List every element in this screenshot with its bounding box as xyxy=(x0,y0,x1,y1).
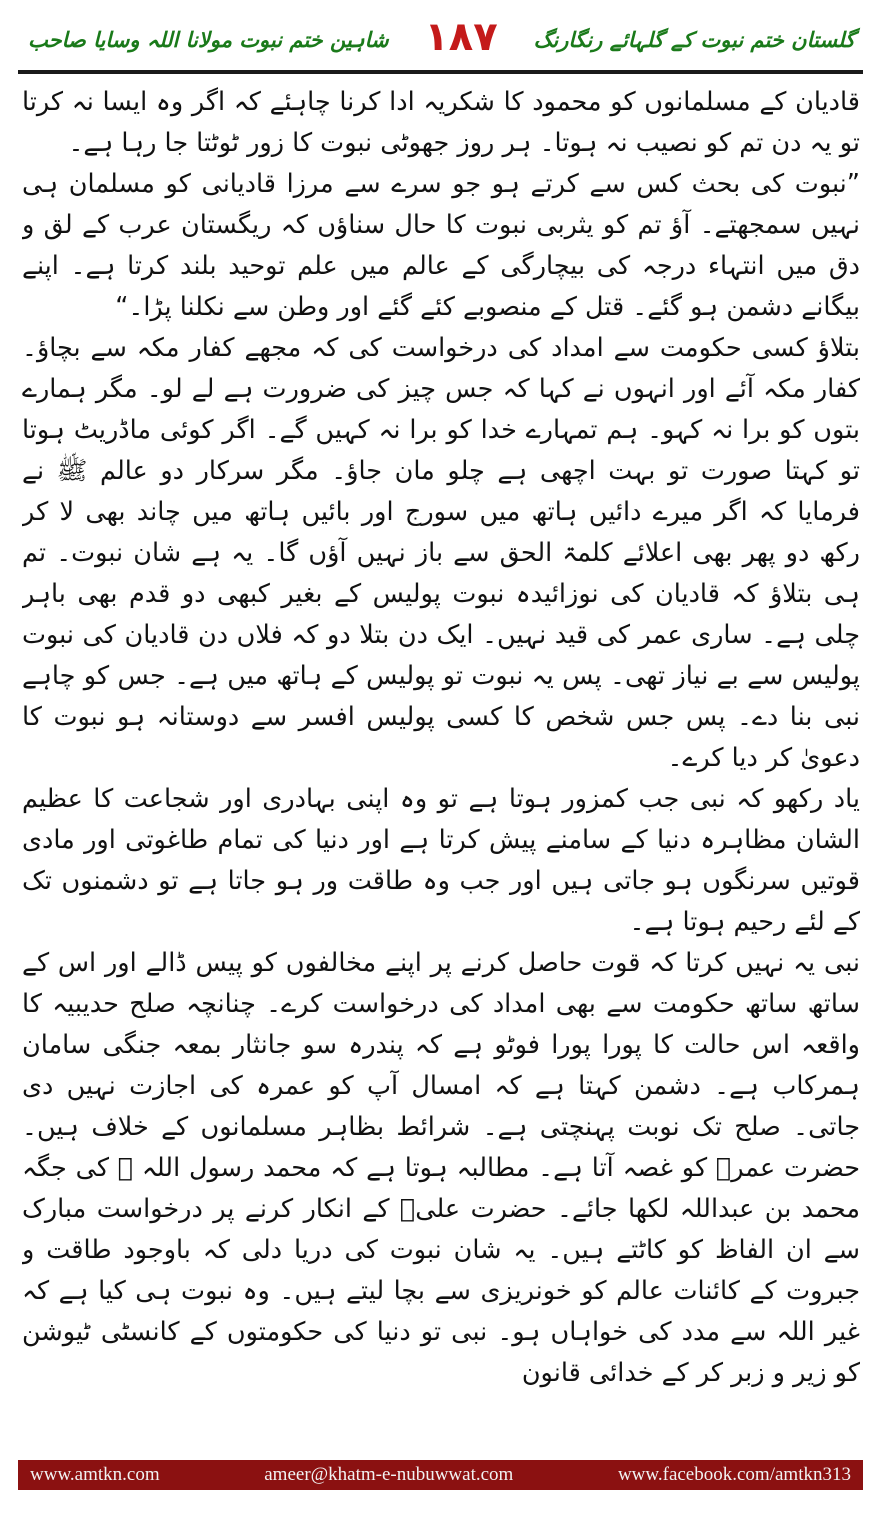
email-link[interactable]: ameer@khatm-e-nubuwwat.com xyxy=(264,1464,514,1485)
paragraph-5: نبی یہ نہیں کرتا کہ قوت حاصل کرنے پر اپنے مخالفوں کو پیس ڈالے اور اس کے ساتھ ساتھ حکومت سے بھی امداد کی درخواست کرے۔ چنانچہ صلح حدیبیہ کا واقعہ اس حالت کا پورا پورا فوٹو ہے کہ پندرہ سو جانثار بمعہ جنگی سامان ہمرکاب ہے۔ دشمن کہتا ہے کہ امسال آپ کو عمرہ کی اجازت نہیں دی جاتی۔ صلح تک نوبت پہنچتی ہے۔ شرائط بظاہر مسلمانوں کے خلاف ہیں۔ حضرت عمرؓ کو غصہ آتا ہے۔ مطالبہ ہوتا ہے کہ محمد رسول اللہ ﷺ کی جگہ محمد بن عبداللہ لکھا جائے۔ حضرت علیؓ کے انکار کرنے پر درخواست مبارک سے ان الفاظ کو کاٹتے ہیں۔ یہ شان نبوت کی دریا دلی کہ باوجود طاقت و جبروت کے کائنات عالم کو خونریزی سے بچا لیتے ہیں۔ وہ نبوت ہی کیا ہے کہ غیر اللہ سے مدد کی خواہاں ہو۔ نبی تو دنیا کی حکومتوں کے کانسٹی ٹیوشن کو زیر و زبر کر کے خدائی قانون xyxy=(22,948,860,1388)
footer-bar xyxy=(18,1460,863,1490)
paragraph-4: یاد رکھو کہ نبی جب کمزور ہوتا ہے تو وہ اپنی بہادری اور شجاعت کا عظیم الشان مظاہرہ دنیا کے سامنے پیش کرتا ہے اور دنیا کی تمام طاغوتی اور مادی قوتیں سرنگوں ہو جاتی ہیں اور جب وہ طاقت ور ہو جاتا ہے تو دشمنوں تک کے لئے رحیم ہوتا ہے۔ xyxy=(22,784,860,937)
header-divider xyxy=(18,70,863,74)
page-header xyxy=(18,12,863,64)
website-link[interactable]: www.amtkn.com xyxy=(30,1464,160,1485)
paragraph-2: ”نبوت کی بحث کس سے کرتے ہو جو سرے سے مرزا قادیانی کو مسلمان ہی نہیں سمجھتے۔ آؤ تم کو یثربی نبوت کا حال سناؤں کہ ریگستان عرب کے لق و دق میں انتہاء درجہ کی بیچارگی کے عالم میں علم توحید بلند کرتا ہے۔ اپنے بیگانے دشمن ہو گئے۔ قتل کے منصوبے کئے گئے اور وطن سے نکلنا پڑا۔“ xyxy=(22,169,860,322)
paragraph-1: قادیان کے مسلمانوں کو محمود کا شکریہ ادا کرنا چاہئے کہ اگر وہ ایسا نہ کرتا تو یہ دن تم کو نصیب نہ ہوتا۔ ہر روز جھوٹی نبوت کا زور ٹوٹتا جا رہا ہے۔ xyxy=(22,87,860,158)
author-name: شاہین ختم نبوت مولانا اللہ وسایا صاحب xyxy=(28,28,389,52)
body-text xyxy=(22,82,860,1437)
paragraph-3: بتلاؤ کسی حکومت سے امداد کی درخواست کی کہ مجھے کفار مکہ سے بچاؤ۔ کفار مکہ آئے اور انہوں نے کہا کہ جس چیز کی ضرورت ہے لے لو۔ مگر ہمارے بتوں کو برا نہ کہو۔ ہم تمہارے خدا کو برا نہ کہیں گے۔ اگر کوئی ماڈریٹ ہوتا تو کہتا صورت تو بہت اچھی ہے چلو مان جاؤ۔ مگر سرکار دو عالم ﷺ نے فرمایا کہ اگر میرے دائیں ہاتھ میں سورج اور بائیں ہاتھ میں چاند بھی لا کر رکھ دو پھر بھی اعلائے کلمۃ الحق سے باز نہیں آؤں گا۔ یہ ہے شان نبوت۔ تم ہی بتلاؤ کہ قادیان کی نوزائیدہ نبوت پولیس کے بغیر کبھی دو قدم بھی باہر چلی ہے۔ ساری عمر کی قید نہیں۔ ایک دن بتلا دو کہ فلاں دن قادیان کی نبوت پولیس سے بے نیاز تھی۔ پس یہ نبوت تو پولیس کے ہاتھ میں ہے۔ جس کو چاہے نبی بنا دے۔ پس جس شخص کا کسی پولیس افسر سے دوستانہ ہو نبوت کا دعویٰ کر دیا کرے۔ xyxy=(22,333,860,773)
book-title: گلستان ختم نبوت کے گلہائے رنگارنگ xyxy=(533,28,855,52)
page-number: ۱۸۷ xyxy=(424,14,498,60)
facebook-link[interactable]: www.facebook.com/amtkn313 xyxy=(617,1464,851,1485)
